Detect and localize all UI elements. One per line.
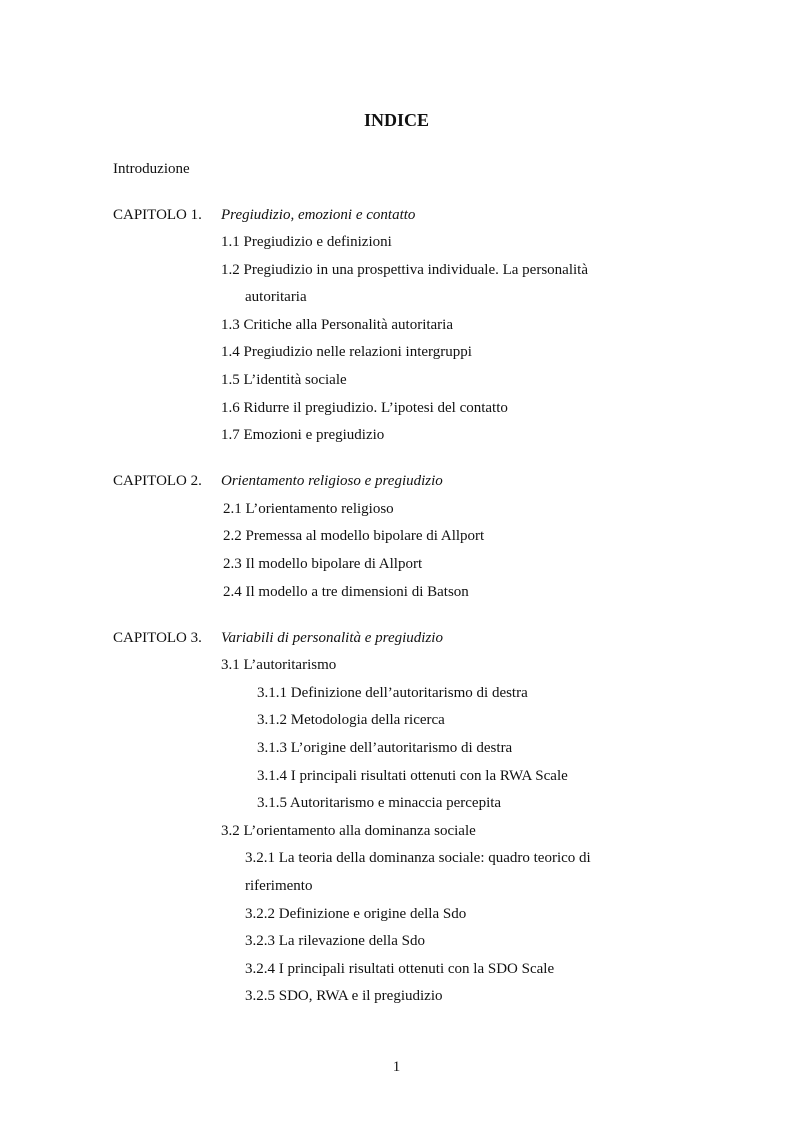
toc-entry: 1.5 L’identità sociale	[221, 372, 347, 388]
toc-entry-continuation: autoritaria	[245, 289, 307, 305]
toc-entry: 1.1 Pregiudizio e definizioni	[221, 234, 392, 250]
toc-entry: 2.4 Il modello a tre dimensioni di Batson	[223, 584, 469, 600]
toc-subentry: 3.2.2 Definizione e origine della Sdo	[245, 906, 467, 922]
chapter-2-label: CAPITOLO 2.	[113, 473, 202, 489]
toc-introduction: Introduzione	[113, 161, 190, 177]
chapter-2-title: Orientamento religioso e pregiudizio	[221, 473, 443, 489]
toc-entry: 1.6 Ridurre il pregiudizio. L’ipotesi del contatto	[221, 400, 508, 416]
toc-entry: 3.1 L’autoritarismo	[221, 657, 337, 673]
toc-entry: 2.3 Il modello bipolare di Allport	[223, 556, 423, 572]
toc-entry: 1.2 Pregiudizio in una prospettiva individuale. La personalità	[221, 262, 588, 278]
chapter-1-title: Pregiudizio, emozioni e contatto	[221, 207, 416, 223]
toc-subentry: 3.2.5 SDO, RWA e il pregiudizio	[245, 988, 443, 1004]
toc-subentry: 3.1.1 Definizione dell’autoritarismo di destra	[257, 685, 528, 701]
toc-subentry: 3.2.3 La rilevazione della Sdo	[245, 933, 425, 949]
chapter-1-label: CAPITOLO 1.	[113, 207, 202, 223]
toc-subentry: 3.1.3 L’origine dell’autoritarismo di destra	[257, 740, 513, 756]
toc-entry: 1.3 Critiche alla Personalità autoritaria	[221, 317, 454, 333]
toc-subentry: 3.1.5 Autoritarismo e minaccia percepita	[257, 795, 502, 811]
page-title: INDICE	[363, 110, 429, 130]
page-number: 1	[392, 1059, 401, 1075]
toc-entry: 2.2 Premessa al modello bipolare di Allport	[223, 528, 485, 544]
toc-subentry: 3.2.4 I principali risultati ottenuti con la SDO Scale	[245, 961, 555, 977]
toc-subentry: 3.1.2 Metodologia della ricerca	[257, 712, 445, 728]
toc-subentry-continuation: riferimento	[245, 878, 313, 894]
toc-entry: 1.7 Emozioni e pregiudizio	[221, 427, 385, 443]
toc-entry: 2.1 L’orientamento religioso	[223, 501, 394, 517]
toc-entry: 3.2 L’orientamento alla dominanza sociale	[221, 823, 476, 839]
chapter-3-title: Variabili di personalità e pregiudizio	[221, 630, 443, 646]
toc-subentry: 3.1.4 I principali risultati ottenuti con la RWA Scale	[257, 768, 568, 784]
chapter-3-label: CAPITOLO 3.	[113, 630, 202, 646]
toc-subentry: 3.2.1 La teoria della dominanza sociale: quadro teorico di	[245, 850, 591, 866]
toc-entry: 1.4 Pregiudizio nelle relazioni intergruppi	[221, 344, 472, 360]
